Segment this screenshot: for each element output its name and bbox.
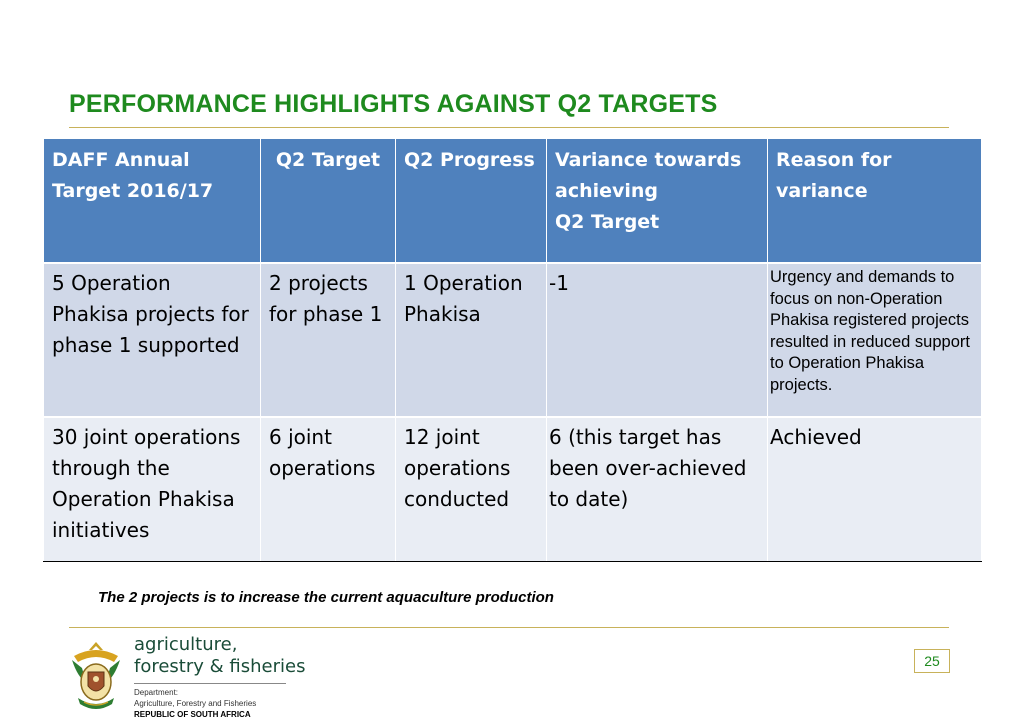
footnote: The 2 projects is to increase the current aquaculture production [98,589,554,606]
cell-variance: 6 (this target has been over-achieved to date) [547,417,768,561]
table-row [44,263,982,417]
cell-q2-progress: 1 Operation Phakisa [396,263,547,417]
header-q2-progress: Q2 Progress [396,139,547,263]
cell-reason: Achieved [768,417,982,561]
table-header-row [44,139,982,263]
cell-variance: -1 [547,263,768,417]
slide-title: PERFORMANCE HIGHLIGHTS AGAINST Q2 TARGETS [69,90,718,118]
targets-table [43,139,982,562]
footer-divider [69,627,949,628]
brand-line-2: forestry & fisheries [134,656,306,677]
header-q2-target: Q2 Target [261,139,396,263]
department-brand [134,634,305,720]
coat-of-arms-icon [66,638,126,714]
title-divider [69,127,949,128]
header-variance [547,139,768,263]
header-variance-line1: Variance towards achieving [555,149,742,202]
brand-divider [134,683,286,684]
cell-annual-target: 30 joint operations through the Operation Phakisa initiatives [44,417,261,561]
table-row [44,417,982,561]
page-number: 25 [914,649,950,673]
cell-q2-target: 2 projects for phase 1 [261,263,396,417]
brand-line-1: agriculture, [134,634,238,655]
department-name: Agriculture, Forestry and Fisheries [134,699,257,708]
header-reason: Reason for variance [768,139,982,263]
cell-q2-progress: 12 joint operations conducted [396,417,547,561]
cell-annual-target: 5 Operation Phakisa projects for phase 1 supported [44,263,261,417]
cell-reason: Urgency and demands to focus on non-Operation Phakisa registered projects resulted in reduced support to Operation Phakisa projects. [768,263,982,417]
header-variance-line2: Q2 Target [555,211,660,233]
header-annual-target: DAFF Annual Target 2016/17 [44,139,261,263]
cell-q2-target: 6 joint operations [261,417,396,561]
department-label: Department: [134,688,179,697]
country-name: REPUBLIC OF SOUTH AFRICA [134,710,251,719]
